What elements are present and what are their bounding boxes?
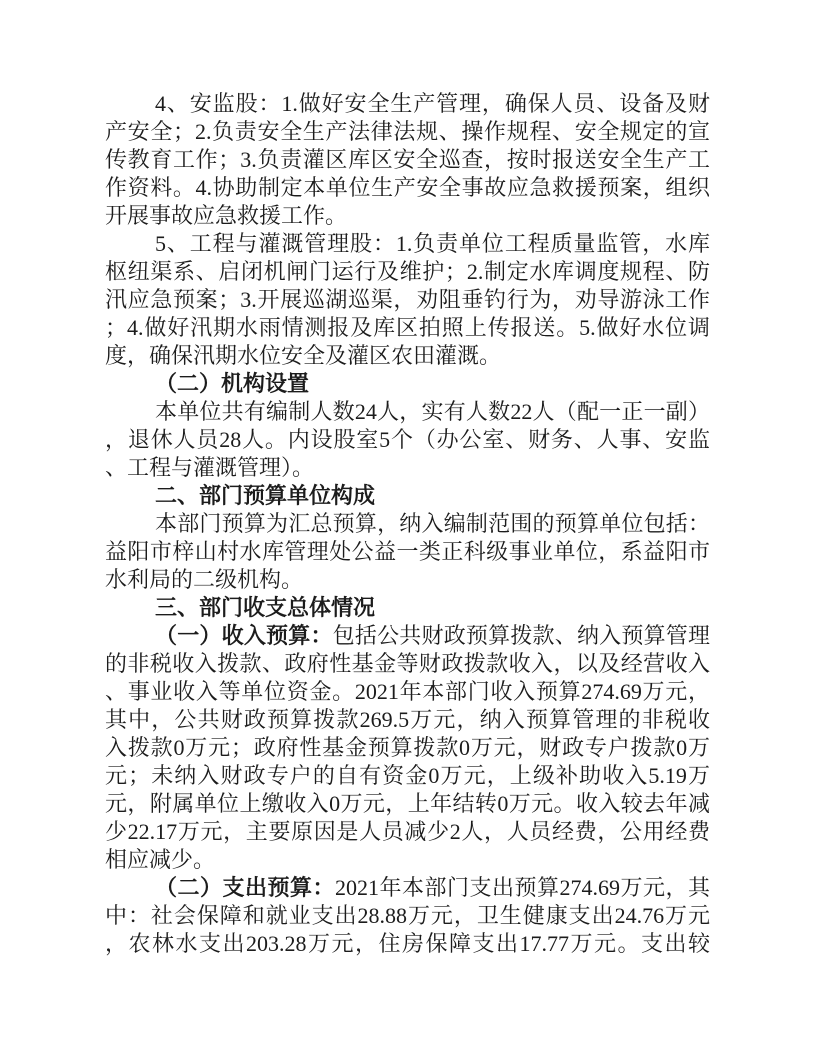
text-line [105, 314, 710, 342]
text-line [105, 90, 710, 118]
text-line [105, 734, 710, 762]
text-run: 包括公共财政预算拨款、纳入预算管理 [332, 623, 710, 648]
text-line [105, 454, 710, 482]
text-line [105, 818, 710, 846]
text-line [105, 790, 710, 818]
text-line [105, 370, 710, 398]
text-run: 元；未纳入财政专户的自有资金0万元，上级补助收入5.19万 [105, 763, 710, 788]
text-line [105, 566, 710, 594]
text-line [105, 426, 710, 454]
text-line [105, 398, 710, 426]
text-run: 、工程与灌溉管理）。 [105, 455, 315, 480]
text-run: ；4.做好汛期水雨情测报及库区拍照上传报送。5.做好水位调 [105, 315, 710, 340]
text-run: ，退休人员28人。内设股室5个（办公室、财务、人事、安监 [105, 427, 710, 452]
text-run: 元，附属单位上缴收入0万元，上年结转0万元。收入较去年减 [105, 791, 710, 816]
text-run: 入拨款0万元；政府性基金预算拨款0万元，财政专户拨款0万 [105, 735, 710, 760]
text-line [105, 874, 710, 902]
text-run: 本部门预算为汇总预算，纳入编制范围的预算单位包括： [155, 511, 710, 536]
text-line [105, 482, 710, 510]
text-run: 枢纽渠系、启闭机闸门运行及维护；2.制定水库调度规程、防 [105, 259, 710, 284]
text-line [105, 762, 710, 790]
text-run-bold: （二）机构设置 [155, 371, 310, 396]
text-line [105, 902, 710, 930]
text-run: 其中，公共财政预算拨款269.5万元，纳入预算管理的非税收 [105, 707, 710, 732]
text-line [105, 202, 710, 230]
text-line [105, 538, 710, 566]
text-run-bold: 三、部门收支总体情况 [155, 595, 376, 620]
text-run: 的非税收入拨款、政府性基金等财政拨款收入，以及经营收入 [105, 651, 710, 676]
text-line [105, 650, 710, 678]
text-line [105, 342, 710, 370]
text-line [105, 678, 710, 706]
text-line [105, 146, 710, 174]
text-run: 5、工程与灌溉管理股：1.负责单位工程质量监管，水库 [155, 231, 710, 256]
text-run-bold: （二）支出预算： [155, 875, 335, 900]
text-run: 传教育工作；3.负责灌区库区安全巡查，按时报送安全生产工 [105, 147, 710, 172]
text-line [105, 594, 710, 622]
text-line [105, 174, 710, 202]
text-run: ，农林水支出203.28万元，住房保障支出17.77万元。支出较 [105, 931, 710, 956]
text-run: 度，确保汛期水位安全及灌区农田灌溉。 [105, 343, 502, 368]
text-line [105, 846, 710, 874]
text-run: 4、安监股：1.做好安全生产管理，确保人员、设备及财 [155, 91, 710, 116]
text-run: 相应减少。 [105, 847, 216, 872]
text-run: 益阳市梓山村水库管理处公益一类正科级事业单位，系益阳市 [105, 539, 710, 564]
text-run-bold: 二、部门预算单位构成 [155, 483, 376, 508]
text-run: 开展事故应急救援工作。 [105, 203, 348, 228]
text-line [105, 230, 710, 258]
document-body [105, 90, 710, 958]
text-line [105, 258, 710, 286]
text-run: 少22.17万元，主要原因是人员减少2人，人员经费，公用经费 [105, 819, 710, 844]
text-line [105, 622, 710, 650]
text-run: 汛应急预案；3.开展巡湖巡渠，劝阻垂钓行为，劝导游泳工作 [105, 287, 710, 312]
text-run: 、事业收入等单位资金。2021年本部门收入预算274.69万元， [105, 679, 710, 704]
text-run: 本单位共有编制人数24人，实有人数22人（配一正一副） [155, 399, 710, 424]
text-run: 中：社会保障和就业支出28.88万元，卫生健康支出24.76万元 [105, 903, 710, 928]
text-line [105, 118, 710, 146]
text-run: 2021年本部门支出预算274.69万元，其 [335, 875, 710, 900]
text-line [105, 286, 710, 314]
text-run: 作资料。4.协助制定本单位生产安全事故应急救援预案，组织 [105, 175, 710, 200]
text-line [105, 930, 710, 958]
text-run-bold: （一）收入预算： [155, 623, 333, 648]
text-run: 水利局的二级机构。 [105, 567, 304, 592]
text-line [105, 706, 710, 734]
text-run: 产安全；2.负责安全生产法律法规、操作规程、安全规定的宣 [105, 119, 710, 144]
text-line [105, 510, 710, 538]
